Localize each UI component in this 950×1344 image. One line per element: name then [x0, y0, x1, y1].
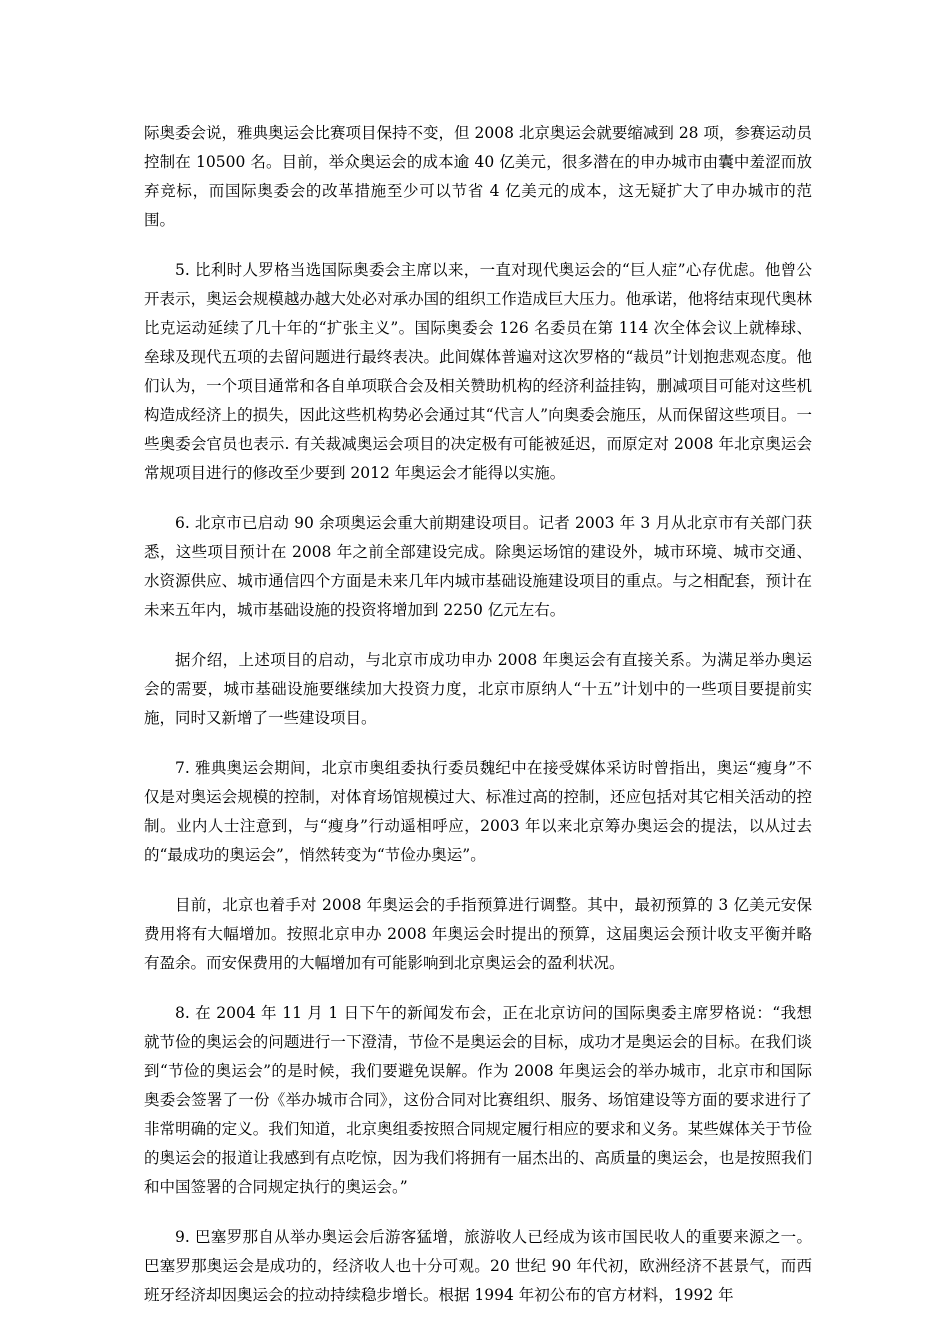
paragraph-item-5: 5. 比利时人罗格当选国际奥委会主席以来，一直对现代奥运会的“巨人症”心存优虑。他曾公开表示，奥运会规模越办越大处必对承办国的组织工作造成巨大压力。他承诺，他将结束现代奥林比克运动延续了几十年的“扩张主义”。国际奥委会 126 名委员在第 114 次全体会议上就棒球、垒球及现代五项的去留问题进行最终表决。此间媒体普遍对这次罗格的“裁员”计划抱悲观态度。他们认为，一个项目通常和各自单项联合会及相关赞助机构的经济利益挂钩，删减项目可能对这些机构造成经济上的损失，因此这些机构势必会通过其“代言人”向奥委会施压，从而保留这些项目。一些奥委会官员也表示. 有关裁减奥运会项目的决定极有可能被延迟，而原定对 2008 年北京奥运会常规项目进行的修改至少要到 2012 年奥运会才能得以实施。	[144, 261, 812, 482]
paragraph-item-7-detail: 目前，北京也着手对 2008 年奥运会的手指预算进行调整。其中，最初预算的 3 亿美元安保费用将有大幅增加。按照北京申办 2008 年奥运会时提出的预算，这届奥运会预计收支平衡并略有盈余。而安保费用的大幅增加有可能影响到北京奥运会的盈利状况。	[144, 896, 812, 972]
paragraph-continuation: 际奥委会说，雅典奥运会比赛项目保持不变，但 2008 北京奥运会就要缩减到 28 项，参赛运动员控制在 10500 名。目前，举众奥运会的成本逾 40 亿美元，很多潜在的申办城市由囊中羞涩而放弃竞标，而国际奥委会的改革措施至少可以节省 4 亿美元的成本，这无疑扩大了申办城市的范围。	[144, 124, 812, 229]
document-body	[144, 119, 812, 1331]
paragraph-item-9: 9. 巴塞罗那自从举办奥运会后游客猛增，旅游收人已经成为该市国民收人的重要来源之一。巴塞罗那奥运会是成功的，经济收人也十分可观。20 世纪 90 年代初，欧洲经济不甚景气，而西班牙经济却因奥运会的拉动持续稳步增长。根据 1994 年初公布的官方材料，1992 年	[144, 1228, 812, 1304]
paragraph-item-6-detail: 据介绍，上述项目的启动，与北京市成功申办 2008 年奥运会有直接关系。为满足举办奥运会的需要，城市基础设施要继续加大投资力度，北京市原纳人“十五”计划中的一些项目要提前实施，同时又新增了一些建设项目。	[144, 651, 812, 727]
paragraph-item-8: 8. 在 2004 年 11 月 1 日下午的新闻发布会，正在北京访问的国际奥委主席罗格说：“我想就节俭的奥运会的问题进行一下澄清，节俭不是奥运会的目标，成功才是奥运会的目标。在我们谈到“节俭的奥运会”的是时候，我们要避免误解。作为 2008 年奥运会的举办城市，北京市和国际奥委会签署了一份《举办城市合同》，这份合同对比赛组织、服务、场馆建设等方面的要求进行了非常明确的定义。我们知道，北京奥组委按照合同规定履行相应的要求和义务。某些媒体关于节俭的奥运会的报道让我感到有点吃惊，因为我们将拥有一届杰出的、高质量的奥运会，也是按照我们和中国签署的合同规定执行的奥运会。”	[144, 1004, 812, 1196]
paragraph-item-7: 7. 雅典奥运会期间，北京市奥组委执行委员魏纪中在接受媒体采访时曾指出，奥运“瘦身”不仅是对奥运会规模的控制，对体育场馆规模过大、标准过高的控制，还应包括对其它相关活动的控制。业内人士注意到，与“瘦身”行动遥相呼应，2003 年以来北京筹办奥运会的提法，以从过去的“最成功的奥运会”，悄然转变为“节俭办奥运”。	[144, 759, 812, 864]
paragraph-item-6: 6. 北京市已启动 90 余项奥运会重大前期建设项目。记者 2003 年 3 月从北京市有关部门获悉，这些项目预计在 2008 年之前全部建设完成。除奥运场馆的建设外，城市环境、城市交通、水资源供应、城市通信四个方面是未来几年内城市基础设施建设项目的重点。与之相配套，预计在未来五年内，城市基础设施的投资将增加到 2250 亿元左右。	[144, 514, 812, 619]
